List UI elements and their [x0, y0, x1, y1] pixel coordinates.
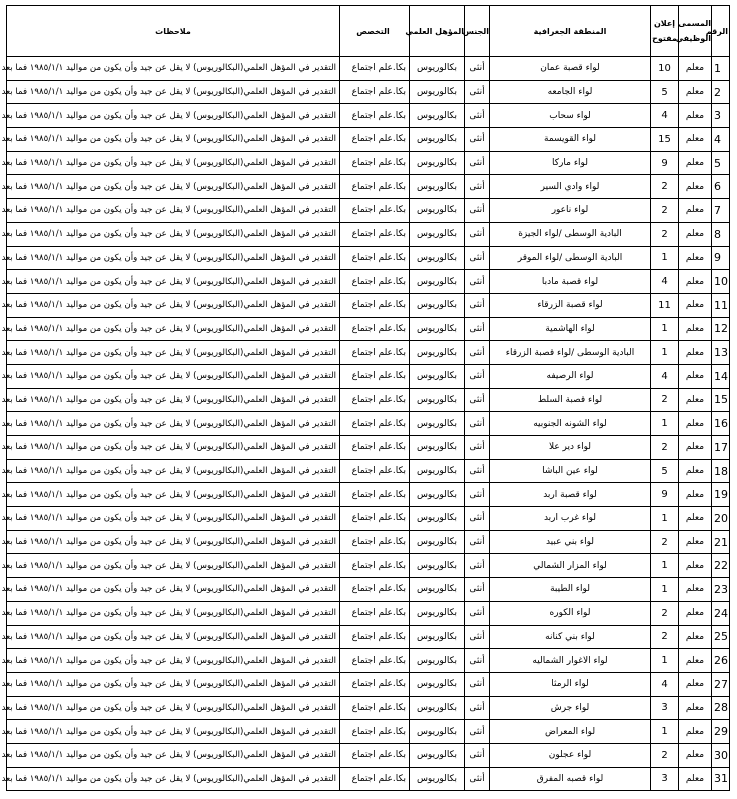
vacancy-count-cell: 4	[651, 270, 679, 294]
table-row	[7, 104, 730, 128]
table-row	[7, 530, 730, 554]
job-title-cell: معلم	[679, 364, 712, 388]
vacancy-count-cell: 9	[651, 483, 679, 507]
notes-cell: التقدير في المؤهل العلمي(البكالوريوس) لا يقل عن جيد وأن يكون من مواليد ١٩٨٥/١/١ فما بعد	[7, 104, 340, 128]
table-row	[7, 222, 730, 246]
gender-cell: أنثى	[465, 317, 490, 341]
gender-cell: أنثى	[465, 483, 490, 507]
table-row	[7, 317, 730, 341]
gender-cell: أنثى	[465, 649, 490, 673]
job-title-cell: معلم	[679, 293, 712, 317]
table-body	[1, 57, 730, 791]
vacancy-count-cell: 5	[651, 459, 679, 483]
table-row	[7, 246, 730, 270]
region-cell: لواء الاغوار الشماليه	[490, 649, 651, 673]
table-row	[7, 507, 730, 531]
qualification-cell: بكالوريوس	[410, 341, 465, 365]
table-row	[7, 672, 730, 696]
notes-cell: التقدير في المؤهل العلمي(البكالوريوس) لا يقل عن جيد وأن يكون من مواليد ١٩٨٥/١/١ فما بعد	[7, 436, 340, 460]
notes-cell: التقدير في المؤهل العلمي(البكالوريوس) لا يقل عن جيد وأن يكون من مواليد ١٩٨٥/١/١ فما بعد	[7, 483, 340, 507]
row-number-cell: 16	[712, 412, 730, 436]
notes-cell: التقدير في المؤهل العلمي(البكالوريوس) لا يقل عن جيد وأن يكون من مواليد ١٩٨٥/١/١ فما بعد	[7, 199, 340, 223]
region-cell: لواء قصبة السلط	[490, 388, 651, 412]
job-title-cell: معلم	[679, 199, 712, 223]
gender-cell: أنثى	[465, 222, 490, 246]
region-cell: لواء القويسمة	[490, 128, 651, 152]
job-title-cell: معلم	[679, 720, 712, 744]
vacancy-count-cell: 1	[651, 317, 679, 341]
specialty-cell: بكا.علم اجتماع	[340, 601, 410, 625]
vacancy-count-cell: 15	[651, 128, 679, 152]
job-title-cell: معلم	[679, 80, 712, 104]
vacancy-count-cell: 2	[651, 388, 679, 412]
notes-cell: التقدير في المؤهل العلمي(البكالوريوس) لا يقل عن جيد وأن يكون من مواليد ١٩٨٥/١/١ فما بعد	[7, 175, 340, 199]
notes-cell: التقدير في المؤهل العلمي(البكالوريوس) لا يقل عن جيد وأن يكون من مواليد ١٩٨٥/١/١ فما بعد	[7, 625, 340, 649]
table-row	[7, 625, 730, 649]
notes-cell: التقدير في المؤهل العلمي(البكالوريوس) لا يقل عن جيد وأن يكون من مواليد ١٩٨٥/١/١ فما بعد	[7, 388, 340, 412]
notes-cell: التقدير في المؤهل العلمي(البكالوريوس) لا يقل عن جيد وأن يكون من مواليد ١٩٨٥/١/١ فما بعد	[7, 459, 340, 483]
specialty-cell: بكا.علم اجتماع	[340, 649, 410, 673]
header-gender: الجنس	[465, 6, 490, 57]
table-row	[7, 270, 730, 294]
qualification-cell: بكالوريوس	[410, 199, 465, 223]
vacancy-count-cell: 2	[651, 625, 679, 649]
job-title-cell: معلم	[679, 767, 712, 791]
specialty-cell: بكا.علم اجتماع	[340, 128, 410, 152]
gender-cell: أنثى	[465, 530, 490, 554]
notes-cell: التقدير في المؤهل العلمي(البكالوريوس) لا يقل عن جيد وأن يكون من مواليد ١٩٨٥/١/١ فما بعد	[7, 57, 340, 81]
region-cell: لواء قصبة اربد	[490, 483, 651, 507]
qualification-cell: بكالوريوس	[410, 270, 465, 294]
specialty-cell: بكا.علم اجتماع	[340, 578, 410, 602]
gender-cell: أنثى	[465, 507, 490, 531]
notes-cell: التقدير في المؤهل العلمي(البكالوريوس) لا يقل عن جيد وأن يكون من مواليد ١٩٨٥/١/١ فما بعد	[7, 649, 340, 673]
table-row	[7, 293, 730, 317]
notes-cell: التقدير في المؤهل العلمي(البكالوريوس) لا يقل عن جيد وأن يكون من مواليد ١٩٨٥/١/١ فما بعد	[7, 507, 340, 531]
table-row	[7, 767, 730, 791]
specialty-cell: بكا.علم اجتماع	[340, 530, 410, 554]
qualification-cell: بكالوريوس	[410, 436, 465, 460]
table-row	[7, 743, 730, 767]
specialty-cell: بكا.علم اجتماع	[340, 625, 410, 649]
qualification-cell: بكالوريوس	[410, 720, 465, 744]
region-cell: لواء وادي السير	[490, 175, 651, 199]
table-header	[7, 6, 730, 57]
region-cell: لواء قصبه المفرق	[490, 767, 651, 791]
gender-cell: أنثى	[465, 128, 490, 152]
gender-cell: أنثى	[465, 293, 490, 317]
specialty-cell: بكا.علم اجتماع	[340, 104, 410, 128]
gender-cell: أنثى	[465, 57, 490, 81]
specialty-cell: بكا.علم اجتماع	[340, 483, 410, 507]
row-number-cell: 25	[712, 625, 730, 649]
gender-cell: أنثى	[465, 270, 490, 294]
vacancy-count-cell: 4	[651, 672, 679, 696]
table-row	[7, 364, 730, 388]
job-title-cell: معلم	[679, 128, 712, 152]
vacancy-count-cell: 2	[651, 175, 679, 199]
row-number-cell: 17	[712, 436, 730, 460]
job-title-cell: معلم	[679, 175, 712, 199]
region-cell: لواء غرب اربد	[490, 507, 651, 531]
header-specialty: التخصص	[340, 6, 410, 57]
vacancy-count-cell: 2	[651, 743, 679, 767]
row-number-cell: 27	[712, 672, 730, 696]
header-qualification: المؤهل العلمي	[410, 6, 465, 57]
job-title-cell: معلم	[679, 341, 712, 365]
qualification-cell: بكالوريوس	[410, 507, 465, 531]
qualification-cell: بكالوريوس	[410, 317, 465, 341]
vacancy-count-cell: 1	[651, 507, 679, 531]
region-cell: البادية الوسطى /لواء الجيزة	[490, 222, 651, 246]
gender-cell: أنثى	[465, 151, 490, 175]
region-cell: لواء جرش	[490, 696, 651, 720]
job-title-cell: معلم	[679, 696, 712, 720]
row-number-cell: 30	[712, 743, 730, 767]
vacancy-count-cell: 11	[651, 293, 679, 317]
row-number-cell: 19	[712, 483, 730, 507]
vacancy-count-cell: 1	[651, 649, 679, 673]
qualification-cell: بكالوريوس	[410, 767, 465, 791]
notes-cell: التقدير في المؤهل العلمي(البكالوريوس) لا يقل عن جيد وأن يكون من مواليد ١٩٨٥/١/١ فما بعد	[7, 317, 340, 341]
specialty-cell: بكا.علم اجتماع	[340, 175, 410, 199]
row-number-cell: 23	[712, 578, 730, 602]
job-title-cell: معلم	[679, 246, 712, 270]
table-row	[7, 601, 730, 625]
vacancy-count-cell: 2	[651, 601, 679, 625]
job-title-cell: معلم	[679, 151, 712, 175]
job-title-cell: معلم	[679, 578, 712, 602]
row-number-cell: 18	[712, 459, 730, 483]
vacancy-count-cell: 1	[651, 341, 679, 365]
qualification-cell: بكالوريوس	[410, 578, 465, 602]
vacancy-count-cell: 1	[651, 246, 679, 270]
header-num: الرقم	[712, 6, 730, 57]
region-cell: لواء ناعور	[490, 199, 651, 223]
notes-cell: التقدير في المؤهل العلمي(البكالوريوس) لا يقل عن جيد وأن يكون من مواليد ١٩٨٥/١/١ فما بعد	[7, 80, 340, 104]
gender-cell: أنثى	[465, 720, 490, 744]
region-cell: لواء المزار الشمالي	[490, 554, 651, 578]
table-row	[7, 151, 730, 175]
notes-cell: التقدير في المؤهل العلمي(البكالوريوس) لا يقل عن جيد وأن يكون من مواليد ١٩٨٥/١/١ فما بعد	[7, 364, 340, 388]
row-number-cell: 20	[712, 507, 730, 531]
region-cell: البادية الوسطى /لواء قصبة الزرقاء	[490, 341, 651, 365]
qualification-cell: بكالوريوس	[410, 364, 465, 388]
qualification-cell: بكالوريوس	[410, 412, 465, 436]
region-cell: لواء بني كنانه	[490, 625, 651, 649]
vacancy-count-cell: 2	[651, 199, 679, 223]
table-row	[7, 388, 730, 412]
specialty-cell: بكا.علم اجتماع	[340, 743, 410, 767]
gender-cell: أنثى	[465, 554, 490, 578]
specialty-cell: بكا.علم اجتماع	[340, 80, 410, 104]
gender-cell: أنثى	[465, 246, 490, 270]
notes-cell: التقدير في المؤهل العلمي(البكالوريوس) لا يقل عن جيد وأن يكون من مواليد ١٩٨٥/١/١ فما بعد	[7, 530, 340, 554]
job-title-cell: معلم	[679, 459, 712, 483]
qualification-cell: بكالوريوس	[410, 483, 465, 507]
notes-cell: التقدير في المؤهل العلمي(البكالوريوس) لا يقل عن جيد وأن يكون من مواليد ١٩٨٥/١/١ فما بعد	[7, 222, 340, 246]
row-number-cell: 31	[712, 767, 730, 791]
qualification-cell: بكالوريوس	[410, 80, 465, 104]
specialty-cell: بكا.علم اجتماع	[340, 459, 410, 483]
qualification-cell: بكالوريوس	[410, 128, 465, 152]
region-cell: لواء الشونه الجنوبيه	[490, 412, 651, 436]
job-title-cell: معلم	[679, 507, 712, 531]
row-number-cell: 13	[712, 341, 730, 365]
gender-cell: أنثى	[465, 767, 490, 791]
notes-cell: التقدير في المؤهل العلمي(البكالوريوس) لا يقل عن جيد وأن يكون من مواليد ١٩٨٥/١/١ فما بعد	[7, 578, 340, 602]
qualification-cell: بكالوريوس	[410, 743, 465, 767]
qualification-cell: بكالوريوس	[410, 530, 465, 554]
qualification-cell: بكالوريوس	[410, 57, 465, 81]
notes-cell: التقدير في المؤهل العلمي(البكالوريوس) لا يقل عن جيد وأن يكون من مواليد ١٩٨٥/١/١ فما بعد	[7, 696, 340, 720]
region-cell: لواء قصبة عمان	[490, 57, 651, 81]
row-number-cell: 10	[712, 270, 730, 294]
vacancy-count-cell: 10	[651, 57, 679, 81]
table-row	[7, 341, 730, 365]
gender-cell: أنثى	[465, 412, 490, 436]
notes-cell: التقدير في المؤهل العلمي(البكالوريوس) لا يقل عن جيد وأن يكون من مواليد ١٩٨٥/١/١ فما بعد	[7, 246, 340, 270]
job-title-cell: معلم	[679, 625, 712, 649]
notes-cell: التقدير في المؤهل العلمي(البكالوريوس) لا يقل عن جيد وأن يكون من مواليد ١٩٨٥/١/١ فما بعد	[7, 720, 340, 744]
region-cell: لواء عين الباشا	[490, 459, 651, 483]
gender-cell: أنثى	[465, 104, 490, 128]
vacancy-count-cell: 2	[651, 222, 679, 246]
specialty-cell: بكا.علم اجتماع	[340, 554, 410, 578]
header-notes: ملاحظات	[7, 6, 340, 57]
specialty-cell: بكا.علم اجتماع	[340, 720, 410, 744]
header-count: إعلان مفتوح	[651, 6, 679, 57]
vacancy-count-cell: 1	[651, 412, 679, 436]
qualification-cell: بكالوريوس	[410, 625, 465, 649]
table-row	[7, 483, 730, 507]
gender-cell: أنثى	[465, 436, 490, 460]
table-row	[7, 459, 730, 483]
gender-cell: أنثى	[465, 388, 490, 412]
notes-cell: التقدير في المؤهل العلمي(البكالوريوس) لا يقل عن جيد وأن يكون من مواليد ١٩٨٥/١/١ فما بعد	[7, 151, 340, 175]
vacancy-count-cell: 4	[651, 104, 679, 128]
region-cell: لواء المعراض	[490, 720, 651, 744]
notes-cell: التقدير في المؤهل العلمي(البكالوريوس) لا يقل عن جيد وأن يكون من مواليد ١٩٨٥/١/١ فما بعد	[7, 412, 340, 436]
specialty-cell: بكا.علم اجتماع	[340, 364, 410, 388]
notes-cell: التقدير في المؤهل العلمي(البكالوريوس) لا يقل عن جيد وأن يكون من مواليد ١٩٨٥/١/١ فما بعد	[7, 554, 340, 578]
notes-cell: التقدير في المؤهل العلمي(البكالوريوس) لا يقل عن جيد وأن يكون من مواليد ١٩٨٥/١/١ فما بعد	[7, 341, 340, 365]
job-title-cell: معلم	[679, 649, 712, 673]
specialty-cell: بكا.علم اجتماع	[340, 199, 410, 223]
header-title: المسمى الوظيفي	[679, 6, 712, 57]
table-row	[7, 649, 730, 673]
region-cell: لواء قصبة الزرقاء	[490, 293, 651, 317]
notes-cell: التقدير في المؤهل العلمي(البكالوريوس) لا يقل عن جيد وأن يكون من مواليد ١٩٨٥/١/١ فما بعد	[7, 767, 340, 791]
table-row	[7, 80, 730, 104]
specialty-cell: بكا.علم اجتماع	[340, 293, 410, 317]
table-row	[7, 578, 730, 602]
vacancy-count-cell: 9	[651, 151, 679, 175]
specialty-cell: بكا.علم اجتماع	[340, 341, 410, 365]
row-number-cell: 29	[712, 720, 730, 744]
gender-cell: أنثى	[465, 672, 490, 696]
job-title-cell: معلم	[679, 743, 712, 767]
region-cell: لواء سحاب	[490, 104, 651, 128]
gender-cell: أنثى	[465, 601, 490, 625]
row-number-cell: 8	[712, 222, 730, 246]
vacancy-count-cell: 1	[651, 720, 679, 744]
qualification-cell: بكالوريوس	[410, 554, 465, 578]
gender-cell: أنثى	[465, 364, 490, 388]
gender-cell: أنثى	[465, 459, 490, 483]
qualification-cell: بكالوريوس	[410, 696, 465, 720]
qualification-cell: بكالوريوس	[410, 104, 465, 128]
notes-cell: التقدير في المؤهل العلمي(البكالوريوس) لا يقل عن جيد وأن يكون من مواليد ١٩٨٥/١/١ فما بعد	[7, 128, 340, 152]
job-title-cell: معلم	[679, 317, 712, 341]
job-title-cell: معلم	[679, 388, 712, 412]
gender-cell: أنثى	[465, 199, 490, 223]
qualification-cell: بكالوريوس	[410, 388, 465, 412]
qualification-cell: بكالوريوس	[410, 175, 465, 199]
specialty-cell: بكا.علم اجتماع	[340, 317, 410, 341]
job-title-cell: معلم	[679, 104, 712, 128]
specialty-cell: بكا.علم اجتماع	[340, 222, 410, 246]
specialty-cell: بكا.علم اجتماع	[340, 270, 410, 294]
region-cell: لواء الكوره	[490, 601, 651, 625]
qualification-cell: بكالوريوس	[410, 151, 465, 175]
table-row	[7, 57, 730, 81]
qualification-cell: بكالوريوس	[410, 459, 465, 483]
job-title-cell: معلم	[679, 436, 712, 460]
specialty-cell: بكا.علم اجتماع	[340, 151, 410, 175]
specialty-cell: بكا.علم اجتماع	[340, 412, 410, 436]
gender-cell: أنثى	[465, 80, 490, 104]
region-cell: لواء الجامعه	[490, 80, 651, 104]
job-title-cell: معلم	[679, 672, 712, 696]
gender-cell: أنثى	[465, 341, 490, 365]
job-title-cell: معلم	[679, 601, 712, 625]
table-row	[7, 175, 730, 199]
row-number-cell: 5	[712, 151, 730, 175]
qualification-cell: بكالوريوس	[410, 601, 465, 625]
row-number-cell: 21	[712, 530, 730, 554]
row-number-cell: 12	[712, 317, 730, 341]
specialty-cell: بكا.علم اجتماع	[340, 507, 410, 531]
row-number-cell: 28	[712, 696, 730, 720]
job-title-cell: معلم	[679, 270, 712, 294]
notes-cell: التقدير في المؤهل العلمي(البكالوريوس) لا يقل عن جيد وأن يكون من مواليد ١٩٨٥/١/١ فما بعد	[7, 601, 340, 625]
table-row	[7, 412, 730, 436]
row-number-cell: 4	[712, 128, 730, 152]
row-number-cell: 26	[712, 649, 730, 673]
row-number-cell: 15	[712, 388, 730, 412]
vacancy-count-cell: 1	[651, 578, 679, 602]
vacancy-count-cell: 5	[651, 80, 679, 104]
gender-cell: أنثى	[465, 625, 490, 649]
job-title-cell: معلم	[679, 222, 712, 246]
specialty-cell: بكا.علم اجتماع	[340, 696, 410, 720]
vacancy-count-cell: 4	[651, 364, 679, 388]
vacancy-count-cell: 2	[651, 436, 679, 460]
qualification-cell: بكالوريوس	[410, 222, 465, 246]
specialty-cell: بكا.علم اجتماع	[340, 436, 410, 460]
table-row	[7, 696, 730, 720]
table-row	[7, 554, 730, 578]
row-number-cell: 7	[712, 199, 730, 223]
vacancies-table	[1, 5, 730, 791]
table-row	[7, 720, 730, 744]
region-cell: لواء ماركا	[490, 151, 651, 175]
region-cell: لواء الهاشمية	[490, 317, 651, 341]
gender-cell: أنثى	[465, 696, 490, 720]
region-cell: لواء بني عبيد	[490, 530, 651, 554]
job-title-cell: معلم	[679, 554, 712, 578]
specialty-cell: بكا.علم اجتماع	[340, 246, 410, 270]
qualification-cell: بكالوريوس	[410, 293, 465, 317]
row-number-cell: 9	[712, 246, 730, 270]
vacancy-count-cell: 2	[651, 530, 679, 554]
qualification-cell: بكالوريوس	[410, 672, 465, 696]
region-cell: البادية الوسطى /لواء الموقر	[490, 246, 651, 270]
notes-cell: التقدير في المؤهل العلمي(البكالوريوس) لا يقل عن جيد وأن يكون من مواليد ١٩٨٥/١/١ فما بعد	[7, 293, 340, 317]
notes-cell: التقدير في المؤهل العلمي(البكالوريوس) لا يقل عن جيد وأن يكون من مواليد ١٩٨٥/١/١ فما بعد	[7, 672, 340, 696]
specialty-cell: بكا.علم اجتماع	[340, 767, 410, 791]
job-title-cell: معلم	[679, 483, 712, 507]
job-title-cell: معلم	[679, 412, 712, 436]
row-number-cell: 11	[712, 293, 730, 317]
region-cell: لواء قصبة مادبا	[490, 270, 651, 294]
qualification-cell: بكالوريوس	[410, 246, 465, 270]
row-number-cell: 3	[712, 104, 730, 128]
table-row	[7, 128, 730, 152]
job-title-cell: معلم	[679, 57, 712, 81]
region-cell: لواء الطيبة	[490, 578, 651, 602]
table-row	[7, 436, 730, 460]
gender-cell: أنثى	[465, 175, 490, 199]
specialty-cell: بكا.علم اجتماع	[340, 388, 410, 412]
region-cell: لواء عجلون	[490, 743, 651, 767]
gender-cell: أنثى	[465, 578, 490, 602]
region-cell: لواء الرصيفه	[490, 364, 651, 388]
row-number-cell: 22	[712, 554, 730, 578]
region-cell: لواء دير علا	[490, 436, 651, 460]
row-number-cell: 24	[712, 601, 730, 625]
vacancy-count-cell: 1	[651, 554, 679, 578]
qualification-cell: بكالوريوس	[410, 649, 465, 673]
row-number-cell: 2	[712, 80, 730, 104]
gender-cell: أنثى	[465, 743, 490, 767]
notes-cell: التقدير في المؤهل العلمي(البكالوريوس) لا يقل عن جيد وأن يكون من مواليد ١٩٨٥/١/١ فما بعد	[7, 270, 340, 294]
row-number-cell: 14	[712, 364, 730, 388]
row-number-cell: 6	[712, 175, 730, 199]
region-cell: لواء الرمثا	[490, 672, 651, 696]
vacancy-count-cell: 3	[651, 696, 679, 720]
specialty-cell: بكا.علم اجتماع	[340, 672, 410, 696]
notes-cell: التقدير في المؤهل العلمي(البكالوريوس) لا يقل عن جيد وأن يكون من مواليد ١٩٨٥/١/١ فما بعد	[7, 743, 340, 767]
vacancy-count-cell: 3	[651, 767, 679, 791]
row-number-cell: 1	[712, 57, 730, 81]
job-title-cell: معلم	[679, 530, 712, 554]
header-region: المنطقة الجغرافية	[490, 6, 651, 57]
specialty-cell: بكا.علم اجتماع	[340, 57, 410, 81]
table-row	[7, 199, 730, 223]
